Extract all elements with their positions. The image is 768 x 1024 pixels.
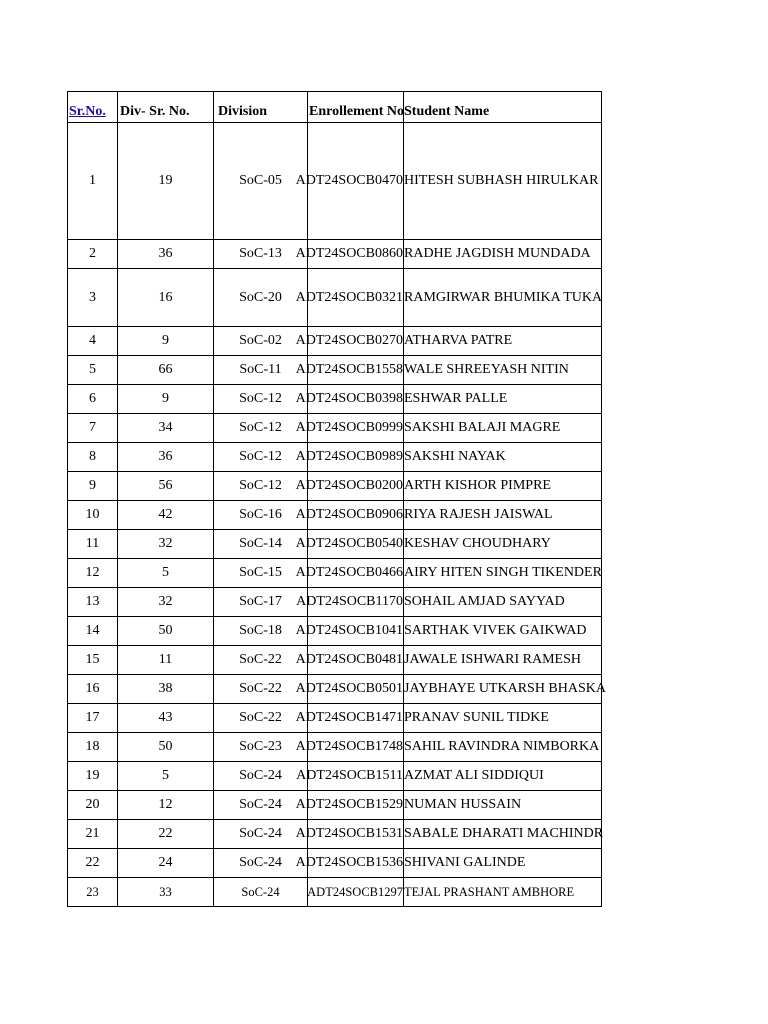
sr-no-cell: 10: [68, 501, 118, 530]
enrollment-value: ADT24SOCB0466: [295, 565, 403, 580]
div-sr-no-cell: 32: [118, 530, 214, 559]
enrollment-value: ADT24SOCB1748: [295, 739, 403, 754]
division-cell: SoC-12: [214, 472, 308, 501]
enrollment-cell: [295, 530, 404, 559]
table-row: [68, 414, 602, 443]
table-row: [68, 269, 602, 327]
sr-no-cell: 16: [68, 675, 118, 704]
enrollment-value: ADT24SOCB0321: [295, 289, 403, 305]
enrollment-cell: [296, 762, 404, 791]
division-cell: SoC-24: [214, 762, 308, 791]
enrollment-cell: [295, 791, 404, 820]
enrollment-value: ADT24SOCB0200: [295, 478, 403, 493]
sr-no-cell: 14: [68, 617, 118, 646]
div-sr-no-cell: 11: [118, 646, 214, 675]
enrollment-cell: [295, 123, 404, 240]
header-sr-no-link[interactable]: Sr.No.: [69, 104, 106, 119]
student-name-cell: SHIVANI GALINDE: [404, 849, 602, 878]
student-name-cell: TEJAL PRASHANT AMBHORE: [404, 878, 602, 907]
division-cell: SoC-24: [214, 878, 308, 907]
div-sr-no-cell: 38: [118, 675, 214, 704]
division-cell: SoC-12: [214, 443, 308, 472]
student-name-cell: JAWALE ISHWARI RAMESH: [404, 646, 602, 675]
enrollment-value: ADT24SOCB1041: [295, 623, 403, 638]
division-cell: SoC-24: [214, 820, 308, 849]
division-cell: SoC-15: [214, 559, 308, 588]
enrollment-cell: [295, 356, 404, 385]
student-name-cell: SABALE DHARATI MACHINDR: [404, 820, 602, 849]
enrollment-value: ADT24SOCB0999: [295, 420, 403, 435]
division-cell: SoC-24: [214, 791, 308, 820]
header-division-label: Division: [218, 104, 268, 119]
sr-no-cell: 7: [68, 414, 118, 443]
division-cell: SoC-11: [214, 356, 308, 385]
sr-no-cell: 8: [68, 443, 118, 472]
enrollment-cell: [295, 704, 404, 733]
table-row: [68, 791, 602, 820]
table-row: [68, 646, 602, 675]
table-row: [68, 385, 602, 414]
div-sr-no-cell: 43: [118, 704, 214, 733]
div-sr-no-cell: 19: [118, 123, 214, 240]
enrollment-value: ADT24SOCB0989: [295, 449, 403, 464]
division-cell: SoC-20: [214, 269, 308, 327]
division-cell: SoC-22: [214, 675, 308, 704]
sr-no-cell: 9: [68, 472, 118, 501]
table-row: [68, 733, 602, 762]
enrollment-cell: [308, 878, 404, 907]
header-enrollment: [308, 92, 404, 123]
header-student-name: [404, 92, 602, 123]
table-row: [68, 123, 602, 240]
division-cell: SoC-24: [214, 849, 308, 878]
div-sr-no-cell: 36: [118, 443, 214, 472]
student-name-cell: ATHARVA PATRE: [404, 327, 602, 356]
enrollment-value: ADT24SOCB1536: [295, 855, 403, 870]
division-cell: SoC-18: [214, 617, 308, 646]
table-row: [68, 240, 602, 269]
student-name-cell: AIRY HITEN SINGH TIKENDER: [404, 559, 602, 588]
table-row: [68, 443, 602, 472]
sr-no-cell: 6: [68, 385, 118, 414]
enrollment-value: ADT24SOCB1529: [295, 797, 403, 812]
enrollment-value: ADT24SOCB1511: [296, 768, 403, 783]
enrollment-cell: [295, 675, 404, 704]
table-row: [68, 588, 602, 617]
header-enrollment-label: Enrollement No: [309, 104, 405, 119]
sr-no-cell: 18: [68, 733, 118, 762]
header-sr-no[interactable]: [68, 92, 118, 123]
enrollment-value: ADT24SOCB1170: [296, 594, 403, 609]
div-sr-no-cell: 34: [118, 414, 214, 443]
div-sr-no-cell: 24: [118, 849, 214, 878]
header-division: [214, 92, 308, 123]
sr-no-cell: 20: [68, 791, 118, 820]
enrollment-cell: [295, 414, 404, 443]
division-cell: SoC-17: [214, 588, 308, 617]
table-row: [68, 675, 602, 704]
sr-no-cell: 3: [68, 269, 118, 327]
enrollment-value: ADT24SOCB1471: [295, 710, 403, 725]
header-div-sr-no: [118, 92, 214, 123]
sr-no-cell: 5: [68, 356, 118, 385]
student-name-cell: SOHAIL AMJAD SAYYAD: [404, 588, 602, 617]
table-body: [68, 123, 607, 907]
enrollment-value: ADT24SOCB0860: [295, 246, 403, 261]
table-row: [68, 762, 602, 791]
div-sr-no-cell: 5: [118, 762, 214, 791]
div-sr-no-cell: 36: [118, 240, 214, 269]
sr-no-cell: 12: [68, 559, 118, 588]
enrollment-cell: [295, 269, 404, 327]
student-name-cell: SAHIL RAVINDRA NIMBORKA: [404, 733, 602, 762]
div-sr-no-cell: 50: [118, 617, 214, 646]
table-row: [68, 820, 602, 849]
sr-no-cell: 13: [68, 588, 118, 617]
division-cell: SoC-16: [214, 501, 308, 530]
sr-no-cell: 23: [68, 878, 118, 907]
division-cell: SoC-02: [214, 327, 308, 356]
student-name-cell: RAMGIRWAR BHUMIKA TUKA: [404, 269, 602, 327]
sr-no-cell: 4: [68, 327, 118, 356]
div-sr-no-cell: 32: [118, 588, 214, 617]
sr-no-cell: 15: [68, 646, 118, 675]
division-cell: SoC-12: [214, 385, 308, 414]
student-name-cell: WALE SHREEYASH NITIN: [404, 356, 602, 385]
table-row: [68, 617, 602, 646]
table-row: [68, 327, 602, 356]
student-name-cell: SARTHAK VIVEK GAIKWAD: [404, 617, 602, 646]
header-div-sr-no-label: Div- Sr. No.: [120, 104, 190, 119]
table-row: [68, 472, 602, 501]
division-cell: SoC-14: [214, 530, 308, 559]
enrollment-value: ADT24SOCB0540: [295, 536, 403, 551]
division-cell: SoC-12: [214, 414, 308, 443]
student-name-cell: JAYBHAYE UTKARSH BHASKA: [404, 675, 602, 704]
student-name-cell: RIYA RAJESH JAISWAL: [404, 501, 602, 530]
student-name-cell: RADHE JAGDISH MUNDADA: [404, 240, 602, 269]
enrollment-value: ADT24SOCB0270: [295, 333, 403, 348]
enrollment-cell: [295, 646, 404, 675]
enrollment-cell: [295, 327, 404, 356]
enrollment-value: ADT24SOCB0501: [295, 681, 403, 696]
student-table: [67, 91, 607, 907]
enrollment-cell: [295, 559, 404, 588]
division-cell: SoC-22: [214, 704, 308, 733]
table-row: [68, 878, 602, 907]
div-sr-no-cell: 9: [118, 385, 214, 414]
div-sr-no-cell: 9: [118, 327, 214, 356]
division-cell: SoC-22: [214, 646, 308, 675]
student-name-cell: AZMAT ALI SIDDIQUI: [404, 762, 602, 791]
table-row: [68, 559, 602, 588]
table-row: [68, 530, 602, 559]
student-name-cell: SAKSHI BALAJI MAGRE: [404, 414, 602, 443]
sr-no-cell: 21: [68, 820, 118, 849]
enrollment-cell: [295, 443, 404, 472]
div-sr-no-cell: 33: [118, 878, 214, 907]
enrollment-value: ADT24SOCB1558: [295, 362, 403, 377]
sr-no-cell: 11: [68, 530, 118, 559]
sr-no-cell: 19: [68, 762, 118, 791]
enrollment-cell: [295, 849, 404, 878]
table-row: [68, 704, 602, 733]
enrollment-cell: [296, 588, 404, 617]
enrollment-cell: [295, 733, 404, 762]
student-name-cell: NUMAN HUSSAIN: [404, 791, 602, 820]
enrollment-cell: [295, 472, 404, 501]
div-sr-no-cell: 42: [118, 501, 214, 530]
student-name-cell: ARTH KISHOR PIMPRE: [404, 472, 602, 501]
enrollment-value: ADT24SOCB1297: [307, 885, 403, 899]
div-sr-no-cell: 16: [118, 269, 214, 327]
student-name-cell: KESHAV CHOUDHARY: [404, 530, 602, 559]
enrollment-cell: [295, 240, 404, 269]
sr-no-cell: 2: [68, 240, 118, 269]
sr-no-cell: 1: [68, 123, 118, 240]
division-cell: SoC-13: [214, 240, 308, 269]
header-row: [68, 92, 602, 123]
enrollment-cell: [295, 820, 404, 849]
enrollment-value: ADT24SOCB0481: [295, 652, 403, 667]
div-sr-no-cell: 50: [118, 733, 214, 762]
student-name-cell: PRANAV SUNIL TIDKE: [404, 704, 602, 733]
student-name-cell: SAKSHI NAYAK: [404, 443, 602, 472]
enrollment-value: ADT24SOCB0906: [295, 507, 403, 522]
enrollment-cell: [295, 617, 404, 646]
student-name-cell: HITESH SUBHASH HIRULKAR: [404, 123, 602, 240]
header-student-name-label: Student Name: [404, 104, 490, 119]
div-sr-no-cell: 56: [118, 472, 214, 501]
division-cell: SoC-05: [214, 123, 308, 240]
enrollment-cell: [295, 501, 404, 530]
table-row: [68, 849, 602, 878]
sr-no-cell: 22: [68, 849, 118, 878]
div-sr-no-cell: 66: [118, 356, 214, 385]
division-cell: SoC-23: [214, 733, 308, 762]
enrollment-value: ADT24SOCB1531: [295, 826, 403, 841]
student-name-cell: ESHWAR PALLE: [404, 385, 602, 414]
enrollment-cell: [295, 385, 404, 414]
enrollment-value: ADT24SOCB0470: [295, 173, 403, 188]
table-row: [68, 356, 602, 385]
div-sr-no-cell: 12: [118, 791, 214, 820]
div-sr-no-cell: 5: [118, 559, 214, 588]
div-sr-no-cell: 22: [118, 820, 214, 849]
table-row: [68, 501, 602, 530]
enrollment-value: ADT24SOCB0398: [295, 391, 403, 406]
sr-no-cell: 17: [68, 704, 118, 733]
